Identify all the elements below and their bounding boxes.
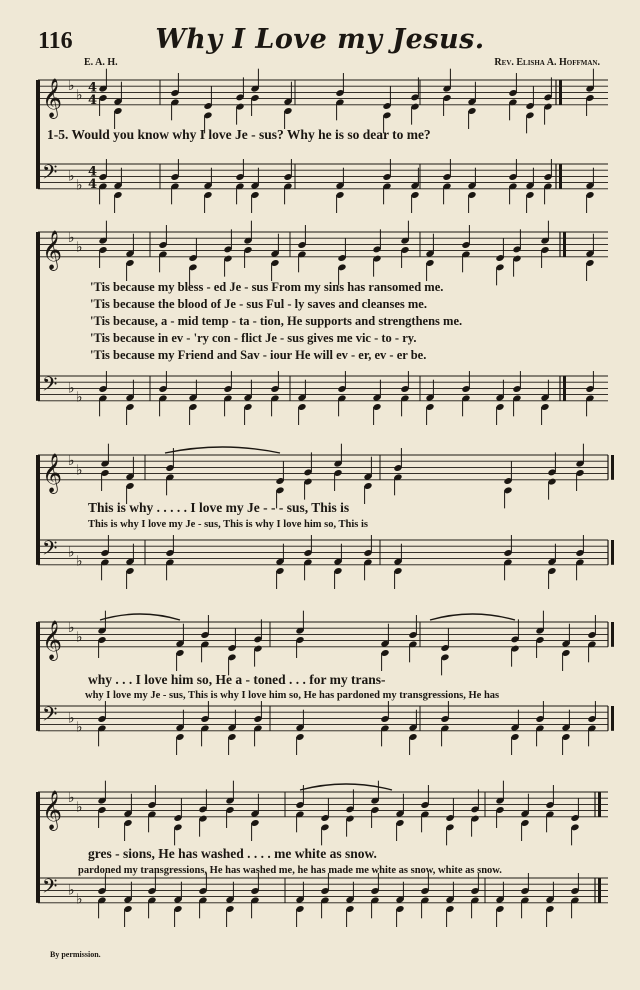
- flat-sign-icon: ♭: [68, 882, 75, 899]
- permission-footnote: By permission.: [50, 950, 101, 959]
- flat-sign-icon: ♭: [76, 177, 83, 194]
- flat-sign-icon: ♭: [76, 239, 83, 256]
- verse-2: 'Tis because the blood of Je - sus Ful - ly saves and cleanses me.: [90, 297, 427, 311]
- flat-sign-icon: ♭: [76, 629, 83, 646]
- slur: [430, 614, 515, 620]
- hymn-title: Why I Love my Jesus.: [155, 24, 485, 55]
- bass-clef-icon: 𝄢: [42, 160, 58, 189]
- music-system-1: [0, 70, 640, 220]
- bass-clef-icon: 𝄢: [42, 536, 58, 565]
- flat-sign-icon: ♭: [68, 78, 75, 95]
- time-signature-top: 4: [88, 164, 98, 180]
- flat-sign-icon: ♭: [68, 230, 75, 247]
- flat-sign-icon: ♭: [68, 168, 75, 185]
- flat-sign-icon: ♭: [76, 389, 83, 406]
- music-credit: Rev. Elisha A. Hoffman.: [494, 57, 600, 68]
- final-bar-line: [611, 455, 614, 480]
- final-bar-line: [559, 164, 562, 189]
- hymn-number: 116: [38, 28, 73, 54]
- verse-1: 'Tis because my bless - ed Je - sus From my sins has ransomed me.: [90, 280, 444, 294]
- system-brace: [36, 80, 40, 189]
- time-signature-top: 4: [88, 80, 98, 96]
- flat-sign-icon: ♭: [76, 719, 83, 736]
- flat-sign-icon: ♭: [76, 799, 83, 816]
- final-bar-line: [611, 706, 614, 731]
- final-bar-line: [598, 878, 601, 903]
- slur: [100, 614, 180, 620]
- final-bar-line: [611, 622, 614, 647]
- flat-sign-icon: ♭: [68, 453, 75, 470]
- treble-clef-icon: 𝄞: [42, 77, 63, 118]
- flat-sign-icon: ♭: [76, 87, 83, 104]
- flat-sign-icon: ♭: [68, 544, 75, 561]
- time-signature-bottom: 4: [88, 176, 98, 192]
- verse-3: 'Tis because, a - mid temp - ta - tion, He supports and strengthens me.: [90, 314, 463, 328]
- flat-sign-icon: ♭: [76, 553, 83, 570]
- system-brace: [36, 455, 40, 565]
- flat-sign-icon: ♭: [68, 620, 75, 637]
- flat-sign-icon: ♭: [68, 710, 75, 727]
- treble-clef-icon: 𝄞: [42, 789, 63, 830]
- bass-clef-icon: 𝄢: [42, 702, 58, 731]
- flat-sign-icon: ♭: [76, 462, 83, 479]
- flat-sign-icon: ♭: [76, 891, 83, 908]
- system-brace: [36, 792, 40, 903]
- bass-clef-icon: 𝄢: [42, 372, 58, 401]
- verse-5: 'Tis because my Friend and Sav - iour He will ev - er, ev - er be.: [90, 348, 427, 362]
- words-credit: E. A. H.: [84, 57, 118, 68]
- flat-sign-icon: ♭: [68, 790, 75, 807]
- treble-clef-icon: 𝄞: [42, 229, 63, 270]
- flat-sign-icon: ♭: [68, 380, 75, 397]
- bass-clef-icon: 𝄢: [42, 874, 58, 903]
- time-signature-bottom: 4: [88, 92, 98, 108]
- treble-clef-icon: 𝄞: [42, 619, 63, 660]
- final-bar-line: [563, 376, 566, 401]
- slur: [165, 447, 280, 453]
- hymn-page: 116 Why I Love my Jesus. E. A. H. Rev. Elisha A. Hoffman. 𝄞 ♭ ♭ 4 4 𝄢 ♭ ♭ 4 4 1-5. Would you know why I love Je - sus? Why he is so dear to me? 𝄞 ♭ ♭ 𝄢 ♭ ♭ 'Tis because my bless - ed Je - sus From my sins has ransomed me. 'Tis because the blood of Je - sus Ful - ly saves and cleanses me. 'Tis because, a - mid temp - ta - tion, He supports and strengthens me. 'Tis because in ev - 'ry con - flict Je - sus gives me vic - to - ry. 'Tis because my Friend and Sav - iour He will ev - er, ev - er be. 𝄞 ♭ ♭ 𝄢 ♭ ♭ This is why . . . . . I love my Je - - - sus, This is This is why I love my Je - sus, This is why I love him so, This is 𝄞 ♭ ♭ 𝄢 ♭ ♭ why . . . I love him so, He a - toned . . . for my trans- why I love my Je - sus, This is why I love him so, He has pardoned my transgressions, He has 𝄞 ♭ ♭ 𝄢 ♭ ♭ gres - sions, He has washed . . . . me white as snow. pardoned my transgressions, He has washed me, he has made me white as snow, white as snow. By permission.: [0, 0, 640, 990]
- system-brace: [36, 232, 40, 401]
- system-brace: [36, 622, 40, 731]
- treble-clef-icon: 𝄞: [42, 452, 63, 493]
- final-bar-line: [598, 792, 601, 817]
- verse-4: 'Tis because in ev - 'ry con - flict Je - sus gives me vic - to - ry.: [90, 331, 417, 345]
- final-bar-line: [559, 80, 562, 105]
- final-bar-line: [611, 540, 614, 565]
- final-bar-line: [563, 232, 566, 257]
